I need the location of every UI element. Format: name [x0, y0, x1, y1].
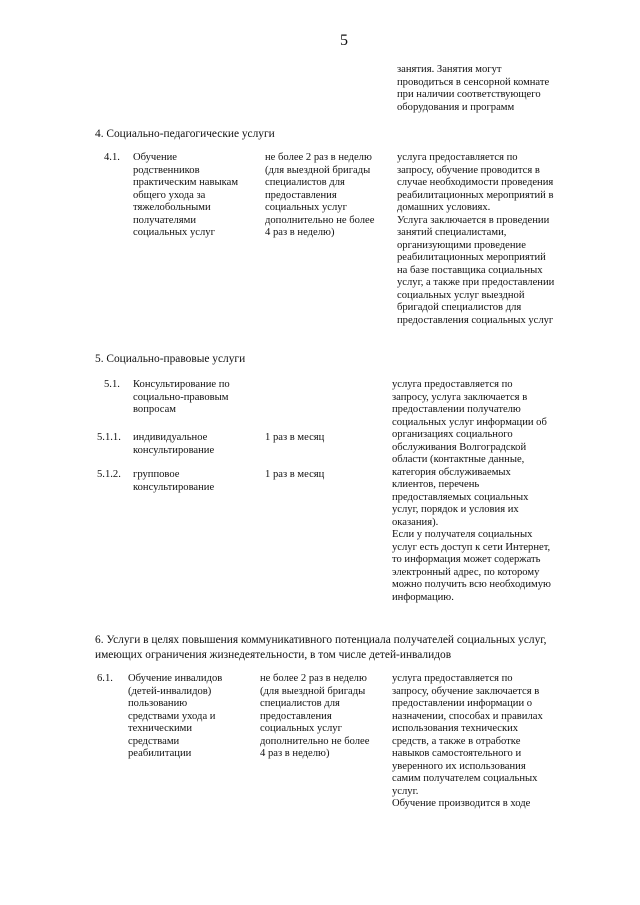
name-line: групповое [133, 469, 180, 480]
name-line: тяжелобольными [133, 202, 211, 213]
name-line: получателями [133, 214, 197, 226]
item-4-1-frequency [265, 152, 374, 240]
continuation-line: при наличии соответствующего [397, 89, 541, 100]
description-line: услуг, а также при предоставлении [397, 277, 555, 288]
continuation-line: оборудования и программ [397, 101, 515, 113]
section-6-heading-line-2: имеющих ограничения жизнедеятельности, в том числе детей-инвалидов [95, 649, 452, 661]
name-line: Обучение [133, 152, 178, 163]
frequency-line: (для выездной бригады [265, 164, 371, 176]
name-line: (детей-инвалидов) [128, 685, 212, 697]
frequency-line: предоставления [260, 710, 332, 722]
description-line: бригадой специалистов для [397, 302, 522, 313]
description-line: запросу, услуга заключается в [392, 391, 528, 403]
description-line: организациях социального [392, 429, 513, 440]
description-line: предоставления социальных услуг [397, 314, 554, 326]
frequency-line: социальных услуг [265, 202, 347, 213]
description-line: Услуга заключается в проведении [397, 214, 550, 226]
name-line: техническими [128, 723, 193, 734]
item-5-1-2-frequency: 1 раз в месяц [265, 469, 325, 480]
frequency-line: не более 2 раз в неделю [260, 673, 367, 684]
description-line: назначении, способах и правилах [392, 710, 543, 722]
continuation-text [397, 64, 549, 114]
description-line: реабилитационных мероприятий [397, 252, 546, 263]
description-line: обслуживания Волгоградской [392, 441, 527, 453]
frequency-line: предоставления [265, 189, 337, 201]
item-4-1-description [397, 152, 554, 327]
description-line: навыков самостоятельного и [392, 748, 522, 759]
continuation-line: занятия. Занятия могут [397, 64, 502, 75]
description-line: Если у получателя социальных [392, 529, 533, 540]
description-line: предоставляемых социальных [392, 491, 529, 503]
description-line: социальных услуг выездной [397, 289, 525, 301]
name-line: социально-правовым [133, 391, 229, 403]
name-line: вопросам [133, 404, 176, 415]
item-5-1-2-number: 5.1.2. [97, 469, 121, 480]
section-6-heading-line-1: 6. Услуги в целях повышения коммуникативного потенциала получателей социальных услуг, [95, 634, 547, 646]
frequency-line: специалистов для [260, 698, 340, 709]
description-line: социальных услуг информации об [392, 416, 547, 428]
description-line: услуга предоставляется по [392, 673, 513, 684]
item-5-1-1-frequency: 1 раз в месяц [265, 432, 325, 443]
item-5-1-1-name [133, 432, 214, 457]
frequency-line: не более 2 раз в неделю [265, 152, 372, 163]
name-line: реабилитации [128, 748, 192, 759]
frequency-line: дополнительно не более [260, 735, 370, 747]
description-line: клиентов, перечень [392, 479, 480, 490]
name-line: Обучение инвалидов [128, 673, 223, 684]
frequency-line: (для выездной бригады [260, 685, 366, 697]
description-line: услуг. [392, 785, 419, 797]
description-line: случае необходимости проведения [397, 177, 554, 188]
description-line: области (контактные данные, [392, 454, 525, 465]
description-line: реабилитационных мероприятий в [397, 189, 554, 201]
description-line: домашних условиях. [397, 202, 491, 213]
name-line: средствами ухода и [128, 710, 216, 722]
section-5-description [392, 379, 551, 604]
description-line: запросу, обучение проводится в [397, 164, 540, 176]
section-5-heading: 5. Социально-правовые услуги [95, 353, 246, 365]
name-line: средствами [128, 735, 180, 747]
description-line: то информация может содержать [392, 554, 541, 565]
description-line: самим получателем социальных [392, 773, 538, 784]
section-4-heading: 4. Социально-педагогические услуги [95, 128, 275, 140]
description-line: информацию. [392, 591, 454, 603]
description-line: средств, а также в отработке [392, 735, 521, 747]
description-line: на базе поставщика социальных [397, 264, 543, 276]
item-6-1-number: 6.1. [97, 673, 113, 684]
description-line: категория обслуживаемых [392, 466, 511, 478]
item-5-1-name [133, 379, 230, 417]
name-line: общего ухода за [133, 189, 206, 201]
frequency-line: 4 раз в неделю) [260, 748, 330, 759]
continuation-line: проводиться в сенсорной комнате [397, 76, 550, 88]
frequency-line: 4 раз в неделю) [265, 227, 335, 238]
description-line: уверенного их использования [392, 760, 526, 772]
name-line: пользованию [128, 698, 188, 709]
description-line: предоставлении получателю [392, 404, 521, 415]
description-line: услуга предоставляется по [397, 152, 518, 163]
frequency-line: специалистов для [265, 177, 345, 188]
item-6-1-description [392, 673, 543, 811]
page-number: 5 [340, 32, 348, 49]
description-line: занятий специалистами, [397, 227, 507, 238]
item-5-1-2-name [133, 469, 214, 494]
item-4-1-name [133, 152, 238, 240]
description-line: оказания). [392, 516, 439, 528]
frequency-line: дополнительно не более [265, 214, 375, 226]
name-line: практическим навыкам [133, 177, 239, 188]
frequency-line: социальных услуг [260, 723, 342, 734]
name-line: родственников [133, 164, 200, 176]
item-6-1-name [128, 673, 222, 761]
description-line: организующими проведение [397, 239, 526, 251]
description-line: можно получить всю необходимую [392, 579, 551, 590]
description-line: электронный адрес, по которому [392, 566, 540, 578]
name-line: консультирование [133, 444, 215, 456]
description-line: Обучение производится в ходе [392, 798, 531, 809]
name-line: социальных услуг [133, 227, 215, 238]
item-4-1-number: 4.1. [104, 152, 120, 163]
description-line: предоставлении информации о [392, 698, 533, 709]
description-line: услуг, порядок и условия их [392, 504, 519, 515]
item-5-1-1-number: 5.1.1. [97, 432, 121, 443]
description-line: услуга предоставляется по [392, 379, 513, 390]
name-line: Консультирование по [133, 379, 230, 390]
item-6-1-frequency [260, 673, 369, 761]
name-line: консультирование [133, 481, 215, 493]
item-5-1-number: 5.1. [104, 379, 120, 390]
description-line: запросу, обучение заключается в [392, 685, 540, 697]
description-line: услуг есть доступ к сети Интернет, [392, 541, 551, 553]
name-line: индивидуальное [133, 432, 208, 443]
description-line: использования технических [392, 723, 519, 734]
